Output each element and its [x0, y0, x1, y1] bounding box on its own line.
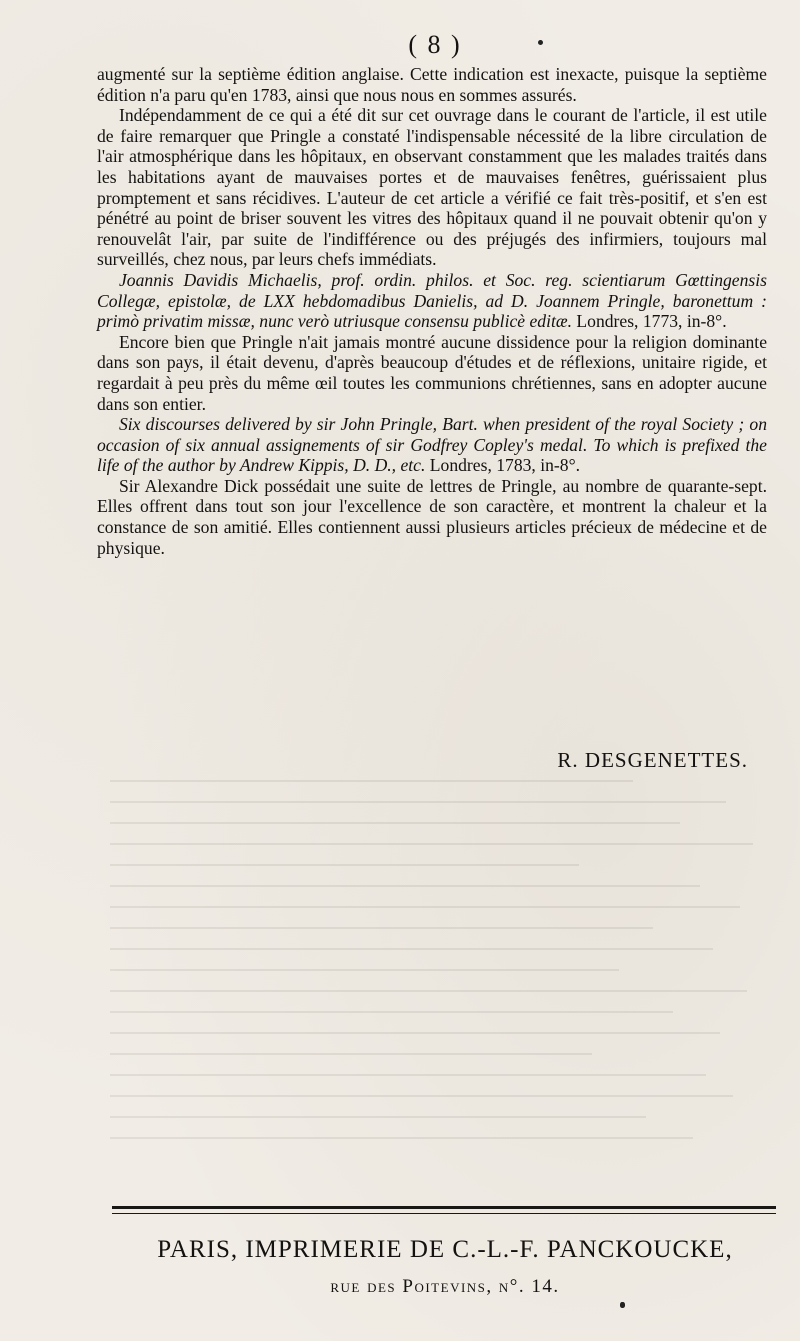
page-number: ( 8 )	[408, 30, 462, 59]
body-text	[97, 64, 767, 558]
citation-michaelis-title: Joannis Davidis Michaelis, prof. ordin. philos. et Soc. reg. scientiarum Gœttingensis Collegæ, epistolæ, de LXX hebdomadibus Danielis, ad D. Joannem Pringle, baronettum : primò privatim missæ, nunc verò utriusque consensu publicè editæ.	[97, 269, 767, 332]
footer-rule-thick	[112, 1206, 776, 1209]
footer-rule-thin	[112, 1213, 776, 1214]
ink-speck	[538, 40, 543, 45]
author-signature: R. DESGENETTES.	[557, 748, 748, 772]
citation-six-discourses-title: Six discourses delivered by sir John Pringle, Bart. when president of the royal Society ; on occasion of six annual assignements of sir Godfrey Copley's medal. To which is prefixed the life of the author by Andrew Kippis, D. D., etc.	[97, 414, 767, 476]
paragraph-religion: Encore bien que Pringle n'ait jamais montré aucune dissidence pour la religion dominante dans son pays, il était devenu, d'après beaucoup d'études et de réflexions, unitaire rigide, et regardait à peu près du même œil toutes les communions chrétiennes, sans en adopter aucune dans son entier.	[97, 331, 767, 414]
citation-michaelis	[97, 270, 767, 332]
paragraph-continuation: augmenté sur la septième édition anglaise. Cette indication est inexacte, puisque la septième édition n'a paru qu'en 1783, ainsi que nous nous en sommes assurés.	[97, 64, 767, 105]
citation-six-discourses	[97, 414, 767, 476]
printer-imprint: PARIS, IMPRIMERIE DE C.-L.-F. PANCKOUCKE,	[157, 1236, 733, 1263]
ink-speck	[620, 1302, 625, 1308]
citation-six-discourses-imprint: Londres, 1783, in-8°.	[425, 455, 580, 476]
paragraph-pringle-air: Indépendamment de ce qui a été dit sur cet ouvrage dans le courant de l'article, il est utile de faire remarquer que Pringle a constaté l'indispensable nécessité de la libre circulation de l'air atmosphérique dans les hôpitaux, en observant constamment que les malades traités dans les habitations ayant de mauvaises portes et de mauvaises fenêtres, guérissaient plus promptement et sans récidives. L'auteur de cet article a vérifié ce fait très-positif, et s'en est pénétré au point de briser souvent les vitres des hôpitaux quand il ne pouvait obtenir qu'on y renouvelât l'air, par suite de l'indifférence ou des préjugés des infirmiers, toujours mal surveillés, chez nous, par leurs chefs immédiats.	[97, 105, 767, 270]
show-through-text	[110, 780, 780, 1190]
citation-michaelis-imprint: Londres, 1773, in-8°.	[572, 311, 727, 332]
paragraph-letters: Sir Alexandre Dick possédait une suite de lettres de Pringle, au nombre de quarante-sept. Elles offrent dans tout son jour l'excellence de son caractère, et montrent la chaleur et la constance de son amitié. Elles contiennent aussi plusieurs articles précieux de médecine et de physique.	[97, 475, 767, 558]
printer-address: rue des Poitevins, n°. 14.	[330, 1276, 560, 1297]
